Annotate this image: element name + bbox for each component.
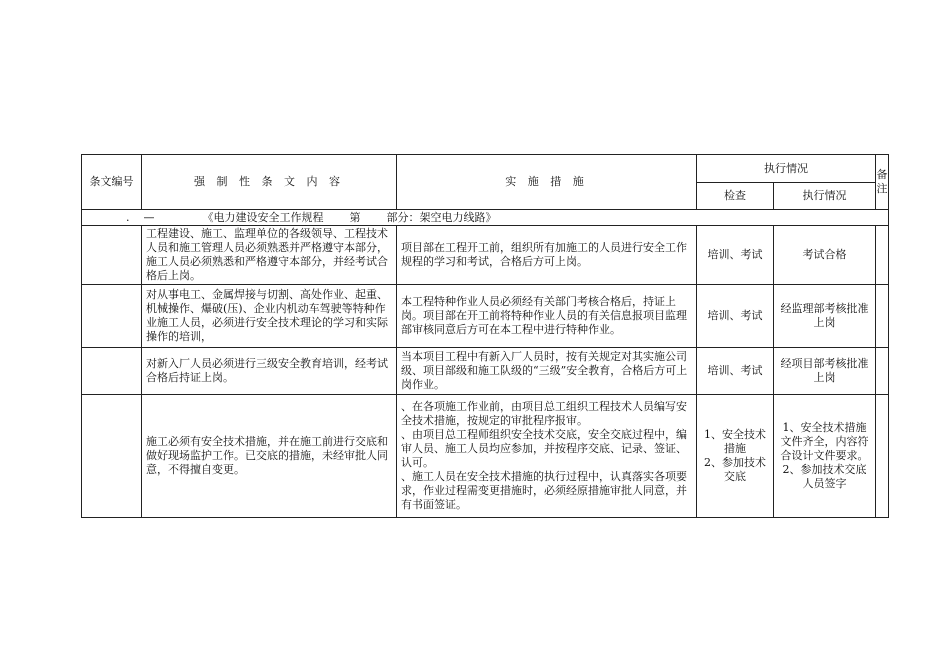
measure-item: 、由项目总工程师组织安全技术交底，安全交底过程中，编审人员、施工人员均应参加，并按程序交底、记录、签证、认可。 — [401, 428, 687, 469]
remarks-cell — [876, 285, 889, 348]
section-dot: . — [126, 210, 130, 224]
article-no-cell — [82, 395, 142, 518]
check-item: 1、安全技术措施 — [704, 428, 766, 455]
measures-cell — [397, 395, 697, 518]
section-part-title: 部分：架空电力线路》 — [386, 210, 497, 224]
content-cell: 工程建设、施工、监理单位的各级领导、工程技术人员和施工管理人员必须熟悉并严格遵守本部分，施工人员必须熟悉和严格遵守本部分，并经考试合格后上岗。 — [142, 226, 397, 285]
status-item: 1、安全技术措施文件齐全，内容符合设计文件要求。 — [780, 421, 869, 462]
article-no-cell — [82, 285, 142, 348]
section-part-label: 第 — [349, 210, 361, 224]
header-check: 检查 — [697, 183, 774, 210]
status-cell: 考试合格 — [774, 226, 876, 285]
section-title: 《电力建设安全工作规程 — [202, 210, 324, 224]
content-cell: 对新入厂人员必须进行三级安全教育培训，经考试合格后持证上岗。 — [142, 348, 397, 395]
header-article-no: 条文编号 — [82, 155, 142, 210]
measure-item: 、在各项施工作业前，由项目总工组织工程技术人员编写安全技术措施，按规定的审批程序报审。 — [401, 400, 687, 427]
check-item: 2、参加技术交底 — [704, 456, 766, 483]
article-no-cell — [82, 348, 142, 395]
measures-cell: 项目部在工程开工前，组织所有加施工的人员进行安全工作规程的学习和考试，合格后方可上岗。 — [397, 226, 697, 285]
header-remarks: 备注 — [876, 155, 889, 210]
status-item: 2、参加技术交底人员签字 — [782, 463, 867, 490]
header-execution-status: 执行情况 — [774, 183, 876, 210]
table-row — [82, 285, 889, 348]
article-no-cell — [82, 226, 142, 285]
measures-cell: 当本项目工程中有新入厂人员时，按有关规定对其实施公司级、项目部级和施工队级的“三级”安全教育，合格后方可上岗作业。 — [397, 348, 697, 395]
status-cell: 经项目部考核批准上岗 — [774, 348, 876, 395]
content-cell: 对从事电工、金属焊接与切割、高处作业、起重、机械操作、爆破(压)、企业内机动车驾驶等特种作业施工人员，必须进行安全技术理论的学习和实际操作的培训， — [142, 285, 397, 348]
measures-cell: 本工程特种作业人员必须经有关部门考核合格后，持证上岗。项目部在开工前将特种作业人员的有关信息报项目监理部审核同意后方可在本工程中进行特种作业。 — [397, 285, 697, 348]
table-row — [82, 226, 889, 285]
remarks-cell — [876, 395, 889, 518]
measure-item: 、施工人员在安全技术措施的执行过程中，认真落实各项要求，作业过程需变更措施时，必须经原措施审批人同意，并有书面签证。 — [401, 470, 687, 511]
remarks-cell — [876, 226, 889, 285]
section-title-row — [82, 210, 889, 226]
table-row — [82, 395, 889, 518]
section-dash: — — [143, 210, 155, 224]
status-cell: 经监理部考核批准上岗 — [774, 285, 876, 348]
header-execution: 执行情况 — [697, 155, 876, 183]
remarks-cell — [876, 348, 889, 395]
check-cell: 培训、考试 — [697, 285, 774, 348]
check-cell — [697, 395, 774, 518]
table-row — [82, 348, 889, 395]
header-mandatory-content: 强 制 性 条 文 内 容 — [142, 155, 397, 210]
content-cell: 施工必须有安全技术措施，并在施工前进行交底和做好现场监护工作。已交底的措施，未经审批人同意，不得擅自变更。 — [142, 395, 397, 518]
status-cell — [774, 395, 876, 518]
check-cell: 培训、考试 — [697, 226, 774, 285]
header-measures: 实 施 措 施 — [397, 155, 697, 210]
check-cell: 培训、考试 — [697, 348, 774, 395]
standards-table — [81, 154, 889, 518]
